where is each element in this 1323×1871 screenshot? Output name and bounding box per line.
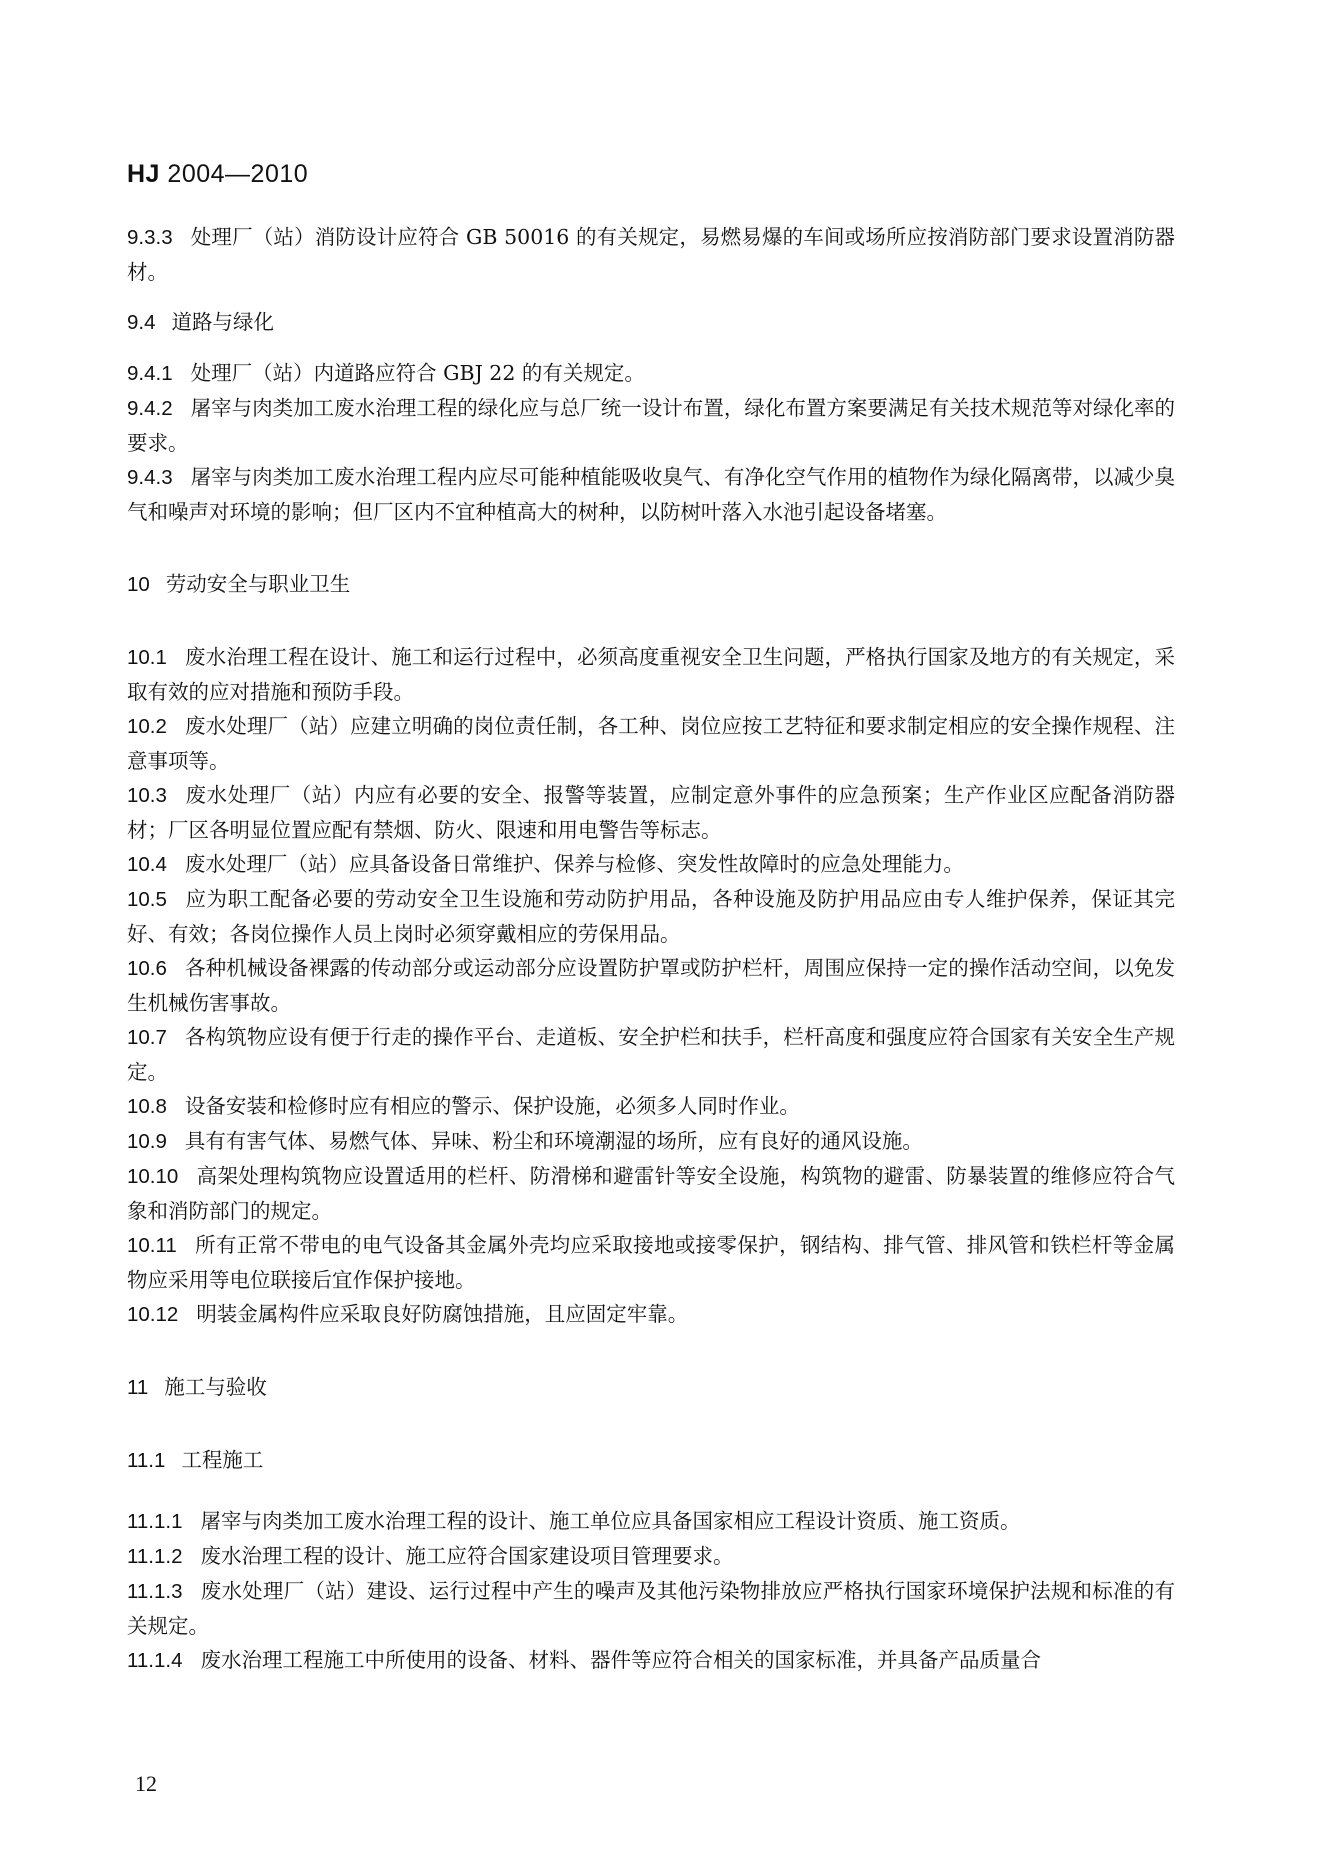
clause-number: 11.1.4 [127, 1649, 183, 1672]
section-heading [127, 305, 1175, 340]
clause-paragraph [127, 356, 1175, 391]
clause-number: 9.4.1 [127, 362, 173, 385]
heading-text: 劳动安全与职业卫生 [165, 572, 351, 596]
page-header [127, 160, 308, 189]
clause-text: 明装金属构件应采取良好防腐蚀措施，且应固定牢靠。 [196, 1302, 689, 1326]
clause-text: 具有有害气体、易燃气体、异味、粉尘和环境潮湿的场所，应有良好的通风设施。 [184, 1129, 923, 1153]
heading-text: 施工与验收 [164, 1375, 267, 1399]
clause-paragraph [127, 847, 1175, 882]
clause-text: 处理厂（站）消防设计应符合 GB 50016 的有关规定，易燃易爆的车间或场所应按消防部门要求设置消防器材。 [127, 225, 1175, 284]
clause-paragraph [127, 1159, 1175, 1228]
clause-paragraph [127, 951, 1175, 1020]
spacer [127, 1405, 1175, 1443]
clause-text: 应为职工配备必要的劳动安全卫生设施和劳动防护用品，各种设施及防护用品应由专人维护保养，保证其完好、有效；各岗位操作人员上岗时必须穿戴相应的劳保用品。 [127, 887, 1175, 946]
clause-text: 高架处理构筑物应设置适用的栏杆、防滑梯和避雷针等安全设施，构筑物的避雷、防暴装置的维修应符合气象和消防部门的规定。 [127, 1164, 1175, 1223]
clause-paragraph [127, 1504, 1175, 1539]
section-heading [127, 1443, 1175, 1478]
clause-number: 11.1 [127, 1449, 166, 1472]
standard-code: HJ [127, 160, 160, 188]
clause-number: 10.10 [127, 1165, 179, 1188]
clause-text: 废水处理厂（站）应具备设备日常维护、保养与检修、突发性故障时的应急处理能力。 [184, 852, 964, 876]
clause-text: 所有正常不带电的电气设备其金属外壳均应采取接地或接零保护，钢结构、排气管、排风管和铁栏杆等金属物应采用等电位联接后宜作保护接地。 [127, 1233, 1175, 1292]
spacer [127, 289, 1175, 305]
heading-text: 工程施工 [181, 1448, 264, 1472]
section-heading [127, 567, 1175, 602]
clause-number: 9.3.3 [127, 226, 173, 249]
clause-paragraph [127, 709, 1175, 778]
clause-text: 屠宰与肉类加工废水治理工程内应尽可能种植能吸收臭气、有净化空气作用的植物作为绿化隔离带，以减少臭气和噪声对环境的影响；但厂区内不宜种植高大的树种，以防树叶落入水池引起设备堵塞。 [127, 465, 1175, 524]
clause-number: 10.9 [127, 1130, 167, 1153]
clause-number: 11 [127, 1376, 149, 1399]
clause-number: 11.1.2 [127, 1545, 183, 1568]
clause-paragraph [127, 460, 1175, 529]
clause-paragraph [127, 1089, 1175, 1124]
clause-text: 废水治理工程施工中所使用的设备、材料、器件等应符合相关的国家标准，并具备产品质量合 [200, 1648, 1041, 1672]
clause-number: 11.1.1 [127, 1510, 183, 1533]
clause-text: 设备安装和检修时应有相应的警示、保护设施，必须多人同时作业。 [184, 1094, 800, 1118]
clause-paragraph [127, 1539, 1175, 1574]
clause-number: 9.4.3 [127, 466, 173, 489]
clause-paragraph [127, 778, 1175, 847]
spacer [127, 529, 1175, 567]
clause-text: 废水治理工程的设计、施工应符合国家建设项目管理要求。 [200, 1544, 734, 1568]
clause-number: 9.4.2 [127, 397, 173, 420]
clause-paragraph [127, 220, 1175, 289]
clause-number: 11.1.3 [127, 1580, 183, 1603]
clause-number: 10.6 [127, 957, 167, 980]
spacer [127, 1478, 1175, 1504]
clause-text: 屠宰与肉类加工废水治理工程的设计、施工单位应具备国家相应工程设计资质、施工资质。 [200, 1509, 1021, 1533]
clause-paragraph [127, 1124, 1175, 1159]
clause-number: 10.11 [127, 1234, 177, 1257]
clause-number: 10.2 [127, 715, 167, 738]
clause-number: 9.4 [127, 311, 156, 334]
clause-number: 10.3 [127, 784, 167, 807]
page-number: 12 [135, 1771, 157, 1796]
clause-paragraph [127, 1643, 1175, 1678]
spacer [127, 340, 1175, 356]
section-heading [127, 1370, 1175, 1405]
document-body [127, 220, 1175, 1678]
clause-text: 屠宰与肉类加工废水治理工程的绿化应与总厂统一设计布置，绿化布置方案要满足有关技术规范等对绿化率的要求。 [127, 396, 1175, 455]
clause-text: 废水处理厂（站）建设、运行过程中产生的噪声及其他污染物排放应严格执行国家环境保护法规和标准的有关规定。 [127, 1579, 1175, 1638]
clause-paragraph [127, 1228, 1175, 1297]
clause-number: 10 [127, 573, 150, 596]
clause-paragraph [127, 1297, 1175, 1332]
clause-text: 各种机械设备裸露的传动部分或运动部分应设置防护罩或防护栏杆，周围应保持一定的操作活动空间，以免发生机械伤害事故。 [127, 956, 1175, 1015]
clause-paragraph [127, 391, 1175, 460]
clause-text: 废水治理工程在设计、施工和运行过程中，必须高度重视安全卫生问题，严格执行国家及地方的有关规定，采取有效的应对措施和预防手段。 [127, 645, 1175, 704]
clause-paragraph [127, 882, 1175, 951]
clause-text: 各构筑物应设有便于行走的操作平台、走道板、安全护栏和扶手，栏杆高度和强度应符合国家有关安全生产规定。 [127, 1025, 1175, 1084]
clause-paragraph [127, 1020, 1175, 1089]
spacer [127, 1332, 1175, 1370]
clause-number: 10.1 [127, 646, 167, 669]
clause-text: 处理厂（站）内道路应符合 GBJ 22 的有关规定。 [190, 361, 645, 385]
clause-text: 废水处理厂（站）内应有必要的安全、报警等装置，应制定意外事件的应急预案；生产作业区应配备消防器材；厂区各明显位置应配有禁烟、防火、限速和用电警告等标志。 [127, 783, 1175, 842]
clause-paragraph [127, 640, 1175, 709]
heading-text: 道路与绿化 [171, 310, 274, 334]
standard-number: 2004—2010 [167, 160, 309, 188]
clause-number: 10.8 [127, 1095, 167, 1118]
clause-number: 10.12 [127, 1303, 179, 1326]
spacer [127, 602, 1175, 640]
clause-paragraph [127, 1574, 1175, 1643]
clause-number: 10.5 [127, 888, 167, 911]
clause-number: 10.7 [127, 1026, 167, 1049]
clause-text: 废水处理厂（站）应建立明确的岗位责任制，各工种、岗位应按工艺特征和要求制定相应的安全操作规程、注意事项等。 [127, 714, 1175, 773]
clause-number: 10.4 [127, 853, 167, 876]
